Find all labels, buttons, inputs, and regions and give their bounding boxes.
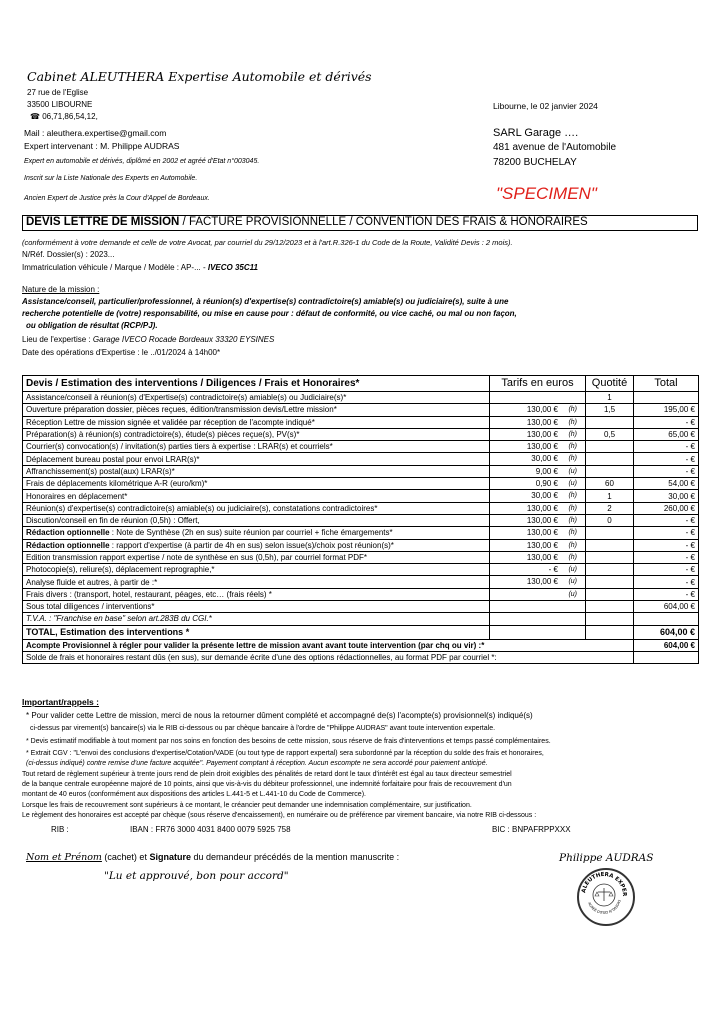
row-description [23,514,490,526]
row-description-text: Préparation(s) à réunion(s) contradictoire(s), étude(s) pièces reçue(s), PV(s)* [26,430,300,440]
total-row [23,625,699,639]
row-description [23,502,490,514]
tva-label: T.V.A. : "Franchise en base" selon art.283B du CGI.* [23,613,490,625]
row-description-bold: Rédaction optionnelle [26,528,110,538]
row-description [23,539,490,551]
row-quantity [586,588,634,600]
row-price-value: 130,00 € [526,442,558,452]
solde-empty [634,651,699,663]
table-row [23,441,699,453]
note-line-6: Tout retard de règlement supérieur à trente jours rend de plein droit exigibles des pénalités de retard dont le taux d'intérêt est égal au taux directeur semestriel [22,771,512,778]
table-row [23,601,699,613]
tva-empty [634,613,699,625]
table-row [23,564,699,576]
row-description-text: Sous total diligences / interventions* [26,602,155,612]
row-price-value: 130,00 € [526,577,558,587]
row-price [490,404,586,416]
row-unit-code: (h) [568,529,577,537]
row-price-value: 130,00 € [526,528,558,538]
row-description-text: Frais de déplacements kilométrique A-R (euro/km)* [26,479,208,489]
row-quantity [586,465,634,477]
header-description: Devis / Estimation des interventions / Diligences / Frais et Honoraires* [23,376,490,392]
row-total: - € [634,441,699,453]
handwritten-mention: "Lu et approuvé, bon pour accord" [104,870,289,882]
row-quantity [586,576,634,588]
row-total: - € [634,564,699,576]
expert-stamp [577,868,635,926]
acompte-value: 604,00 € [634,639,699,651]
note-line-2: ci-dessus par virement(s) bancaire(s) via le RIB ci-dessous ou par chèque bancaire à l'ordre de "Philippe AUDRAS" avant toute intervention expertale. [30,725,496,732]
row-total: - € [634,576,699,588]
table-row [23,502,699,514]
lieu-value: Garage IVECO Rocade Bordeaux 33320 EYSINES [92,335,275,344]
row-quantity [586,601,634,613]
services-table [22,375,699,664]
recipient-city: 78200 BUCHELAY [493,157,577,168]
acompte-label: Acompte Provisionnel à régler pour valider la présente lettre de mission avant avant toute intervention (par chq ou vir) :* [23,639,634,651]
row-quantity [586,564,634,576]
row-description [23,601,490,613]
header-total: Total [634,376,699,392]
row-unit-code: (h) [568,418,577,426]
row-quantity: 0,5 [586,428,634,440]
row-quantity: 1 [586,490,634,502]
table-row [23,416,699,428]
note-line-10: Le règlement des honoraires est accepté par chèque (sous réserve d'encaissement), en numéraire ou de préférence par virement bancaire, via notre RIB ci-dessous : [22,812,537,819]
row-total: 65,00 € [634,428,699,440]
note-line-7: de la banque centrale européenne majoré de 10 points, ainsi que vis-à-vis du débiteur professionnel, une indemnité forfaitaire pour frais de recouvrement d'un [22,781,512,788]
note-line-4: * Extrait CGV : "L'envoi des conclusions d'expertise/Cotation/VADE (ou tout type de rapport expertal) sera subordonné par la réception du solde des frais et honoraires, [26,750,544,757]
table-row [23,539,699,551]
table-row [23,588,699,600]
letter-date: Libourne, le 02 janvier 2024 [493,101,598,111]
row-unit-code: (h) [568,541,577,549]
bic: BIC : BNPAFRPPXXX [492,825,571,834]
expert-list: Inscrit sur la Liste Nationale des Experts en Automobile. [24,175,198,182]
row-unit-code: (u) [568,480,577,488]
row-total: 54,00 € [634,478,699,490]
row-total: - € [634,551,699,563]
row-total: 195,00 € [634,404,699,416]
row-price [490,392,586,404]
row-description [23,465,490,477]
row-price [490,539,586,551]
title-rest: / FACTURE PROVISIONNELLE / CONVENTION DES FRAIS & HONORAIRES [179,216,588,228]
tva-row [23,613,699,625]
row-description [23,428,490,440]
solde-row [23,651,699,663]
note-line-8: montant de 40 euros (conformément aux dispositions des articles L.441-5 et L.441-10 du Code de Commerce). [22,791,366,798]
row-description [23,478,490,490]
row-unit-code: (h) [568,553,577,561]
row-total: - € [634,453,699,465]
row-description [23,392,490,404]
row-description [23,441,490,453]
vehicle-line [22,263,258,272]
header-tarifs: Tarifs en euros [490,376,586,392]
row-description-text: : Note de Synthèse (2h en sus) suite réunion par courriel + fiche émargements* [109,528,393,538]
row-unit-code: (h) [568,430,577,438]
row-price-value: 130,00 € [526,515,558,525]
solde-label: Solde de frais et honoraires restant dûs (en sus), sur demande écrite d'une des options rédactionnelles, au format PDF par courriel *: [23,651,634,663]
row-description [23,551,490,563]
row-price [490,576,586,588]
note-line-5: (ci-dessus indiqué) contre remise d'une facture acquitée". Payement comptant à réception. Aucun escompte ne sera accordé pour paiement anticipé. [26,760,488,767]
row-total: - € [634,588,699,600]
table-row [23,392,699,404]
total-empty [490,625,586,639]
row-description-text: Réunion(s) d'expertise(s) contradictoire(s) amiable(s) ou judiciaire(s), constatations contradictoires* [26,503,378,513]
sig-signature-label: Signature [149,852,191,862]
stamp-bottom-text: AGRÉÉ D'ETAT N°003045 [587,899,622,916]
rib-label: RIB : [51,825,69,834]
table-row [23,576,699,588]
row-description [23,490,490,502]
row-price-value: 130,00 € [526,503,558,513]
firm-name: Cabinet ALEUTHERA Expertise Automobile et dérivés [27,69,372,84]
row-description [23,527,490,539]
title-main: DEVIS LETTRE DE MISSION [26,216,180,228]
sig-mention-label: du demandeur précédés de la mention manuscrite : [190,852,400,862]
row-quantity: 1 [586,392,634,404]
conformity-note: (conformément à votre demande et celle de votre Avocat, par courriel du 29/12/2023 et à l'art.R.326-1 du Code de la Route, Validité Devis : 2 mois). [22,238,513,247]
row-price [490,416,586,428]
row-description-bold: Rédaction optionnelle [26,540,110,550]
row-unit-code: (u) [568,467,577,475]
document-title [26,216,588,228]
row-total: - € [634,416,699,428]
expert-qualification: Expert en automobile et dérivés, diplômé en 2002 et agréé d'Etat n°003045. [24,158,260,165]
total-label: TOTAL, Estimation des interventions * [23,625,490,639]
row-total [634,392,699,404]
row-unit-code: (u) [568,578,577,586]
row-price-value: - € [548,565,558,575]
recipient-street: 481 avenue de l'Automobile [493,142,617,153]
acompte-row [23,639,699,651]
row-description [23,564,490,576]
row-price [490,564,586,576]
row-description-text: Courrier(s) convocation(s) / invitation(s) parties tiers à expertise : LRAR(s) et courriels* [26,442,333,452]
row-description-text: Ouverture préparation dossier, pièces reçues, édition/transmission devis/Lettre mission* [26,405,337,415]
row-price-value: 130,00 € [526,429,558,439]
row-description-text: Affranchissement(s) postal(aux) LRAR(s)* [26,466,175,476]
row-total: 30,00 € [634,490,699,502]
mission-line-3: ou obligation de résultat (RCP/PJ). [26,321,158,330]
row-description-text: Honoraires en déplacement* [26,491,128,501]
table-row [23,465,699,477]
vehicle-label: Immatriculation véhicule / Marque / Modèle : AP-... - [22,263,208,272]
recipient-name: SARL Garage …. [493,127,579,139]
row-quantity [586,416,634,428]
row-unit-code: (h) [568,406,577,414]
row-quantity [586,539,634,551]
row-quantity [586,527,634,539]
row-unit-code: (h) [568,443,577,451]
table-row [23,514,699,526]
table-row [23,404,699,416]
row-price-value: 130,00 € [526,552,558,562]
row-price-value: 0,90 € [535,479,558,489]
row-price [490,551,586,563]
row-price [490,502,586,514]
iban: IBAN : FR76 3000 4031 8400 0079 5925 758 [130,825,291,834]
firm-mail: Mail : aleuthera.expertise@gmail.com [24,128,167,138]
row-total: 260,00 € [634,502,699,514]
row-quantity: 0 [586,514,634,526]
signature-instruction [26,852,399,863]
row-unit-code: (u) [568,566,577,574]
row-description [23,404,490,416]
mission-line-2: recherche potentielle de (votre) responsabilité, ou mise en cause pour : défaut de conformité, ou vice caché, ou mal ou non façon, [22,309,517,318]
row-price-value: 30,00 € [531,454,558,464]
header-quotite: Quotité [586,376,634,392]
row-description-text: Edition transmission rapport expertise / note de synthèse en sus (0,5h), par courriel format PDF* [26,553,368,562]
row-price [490,465,586,477]
dossier-ref: N/Réf. Dossier(s) : 2023... [22,250,115,259]
row-price [490,453,586,465]
row-price [490,588,586,600]
row-price [490,478,586,490]
tva-empty [586,613,634,625]
row-unit-code: (h) [568,516,577,524]
row-price-value: 9,00 € [535,466,558,476]
row-price-value: 30,00 € [531,491,558,501]
sig-cachet: (cachet) et [101,852,150,862]
row-description-text: Déplacement bureau postal pour envoi LRAR(s)* [26,454,200,464]
vehicle-model: IVECO 35C11 [207,263,258,272]
table-row [23,527,699,539]
tva-empty [490,613,586,625]
row-description-text: Analyse fluide et autres, à partir de :* [26,577,158,587]
row-description-text: Discution/conseil en fin de réunion (0,5h) : Offert, [26,516,200,526]
row-unit-code: (h) [568,504,577,512]
table-row [23,453,699,465]
table-row [23,478,699,490]
row-description [23,576,490,588]
row-unit-code: (h) [568,492,577,500]
mission-label: Nature de la mission : [22,285,100,294]
notes-title: Important/rappels : [22,697,99,707]
note-line-9: Lorsque les frais de recouvrement sont supérieurs à ce montant, le créancier peut demander une indemnisation complémentaire, sur justification. [22,802,472,809]
sig-name-label: Nom et Prénom [26,852,102,863]
table-row [23,490,699,502]
row-quantity: 2 [586,502,634,514]
expert-former: Ancien Expert de Justice près la Cour d'Appel de Bordeaux. [24,195,210,202]
row-total: - € [634,539,699,551]
row-total: 604,00 € [634,601,699,613]
note-line-3: * Devis estimatif modifiable à tout moment par nos soins en fonction des besoins de cette mission, sous réserve de frais d'interventions et temps passé complémentaires. [26,738,551,745]
row-unit-code: (u) [568,590,577,598]
lieu-line [22,335,274,344]
row-quantity [586,551,634,563]
row-price [490,428,586,440]
row-total: - € [634,527,699,539]
total-value: 604,00 € [634,625,699,639]
row-unit-code: (h) [568,455,577,463]
row-price [490,514,586,526]
row-description-text: : rapport d'expertise (à partir de 4h en sus) selon issue(s)/choix post réunion(s)* [109,540,394,550]
row-total: - € [634,514,699,526]
mission-line-1: Assistance/conseil, particulier/professionnel, à réunion(s) d'expertise(s) contradictoire(s) amiable(s) ou judiciaire(s), suite à une [22,297,509,306]
specimen-watermark: "SPECIMEN" [496,184,597,203]
note-line-1: * Pour valider cette Lettre de mission, merci de nous la retourner dûment complété et accompagné de(s) l'acompte(s) provisionnel(s) indiqué(s) [26,711,533,720]
row-price [490,527,586,539]
row-quantity [586,441,634,453]
row-price-value: 130,00 € [526,417,558,427]
table-row [23,428,699,440]
row-price [490,490,586,502]
table-row [23,551,699,563]
firm-phone: ☎ 06,71,86,54,12, [30,112,98,121]
row-quantity: 1,5 [586,404,634,416]
stamp-graphic [577,868,631,922]
row-quantity: 60 [586,478,634,490]
row-total: - € [634,465,699,477]
total-empty [586,625,634,639]
stamp-top-text: ALEUTHERA EXPER [581,871,628,897]
row-description [23,416,490,428]
expert-name: Expert intervenant : M. Philippe AUDRAS [24,141,180,151]
signer-name: Philippe AUDRAS [559,852,654,864]
row-description [23,453,490,465]
row-price [490,441,586,453]
operation-date: Date des opérations d'Expertise : le ../01/2024 à 14h00* [22,348,221,357]
row-description-text: Réception Lettre de mission signée et validée par réception de l'acompte indiqué* [26,417,315,427]
row-price [490,601,586,613]
row-description-text: Frais divers : (transport, hotel, restaurant, péages, etc… (frais réels) * [26,589,272,599]
firm-street: 27 rue de l'Eglise [27,88,89,97]
row-description-text: Photocopie(s), reliure(s), déplacement reprographie,* [26,565,215,575]
row-quantity [586,453,634,465]
document-title-box [22,215,698,231]
row-price-value: 130,00 € [526,540,558,550]
row-description [23,588,490,600]
table-header-row [23,376,699,392]
lieu-label: Lieu de l'expertise : [22,335,93,344]
row-price-value: 130,00 € [526,405,558,415]
row-description-text: Assistance/conseil à réunion(s) d'Expertise(s) contradictoire(s) amiable(s) ou Judiciaire(s)* [26,393,347,403]
firm-city: 33500 LIBOURNE [27,100,93,109]
